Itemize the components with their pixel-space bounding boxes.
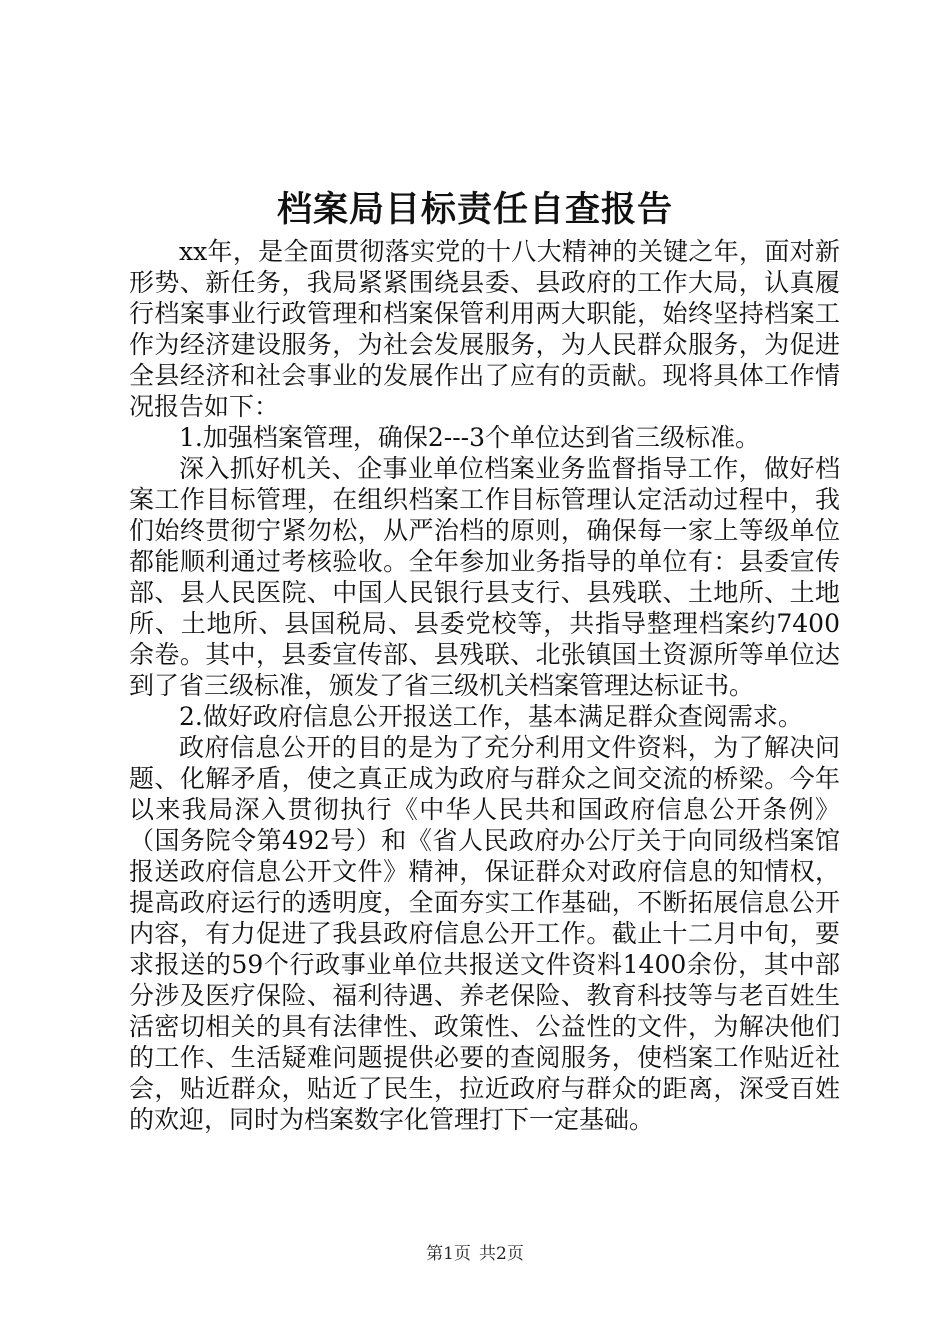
page-footer xyxy=(0,1242,950,1266)
paragraph-heading-1: 1.加强档案管理，确保2---3个单位达到省三级标准。 xyxy=(179,423,761,452)
document-body xyxy=(129,236,840,1135)
document-title: 档案局目标责任自查报告 xyxy=(276,189,673,230)
page-number: 第1页 xyxy=(426,1244,471,1264)
page-total: 共2页 xyxy=(479,1244,524,1264)
paragraph-heading-2: 2.做好政府信息公开报送工作，基本满足群众查阅需求。 xyxy=(179,702,803,731)
paragraph-intro: xx年，是全面贯彻落实党的十八大精神的关键之年，面对新形势、新任务，我局紧紧围绕县委、县政府的工作大局，认真履行档案事业行政管理和档案保管利用两大职能，始终坚持档案工作为经济建设服务，为社会发展服务，为人民群众服务，为促进全县经济和社会事业的发展作出了应有的贡献。现将具体工作情况报告如下： xyxy=(129,237,840,421)
paragraph-section-1: 深入抓好机关、企事业单位档案业务监督指导工作，做好档案工作目标管理，在组织档案工作目标管理认定活动过程中，我们始终贯彻宁紧勿松，从严治档的原则，确保每一家上等级单位都能顺利通过考核验收。全年参加业务指导的单位有：县委宣传部、县人民医院、中国人民银行县支行、县残联、土地所、土地所、土地所、县国税局、县委党校等，共指导整理档案约7400余卷。其中，县委宣传部、县残联、北张镇国土资源所等单位达到了省三级标准，颁发了省三级机关档案管理达标证书。 xyxy=(129,454,840,700)
paragraph-section-2: 政府信息公开的目的是为了充分利用文件资料，为了解决问题、化解矛盾，使之真正成为政府与群众之间交流的桥梁。今年以来我局深入贯彻执行《中华人民共和国政府信息公开条例》（国务院令第492号）和《省人民政府办公厅关于向同级档案馆报送政府信息公开文件》精神，保证群众对政府信息的知情权，提高政府运行的透明度，全面夯实工作基础，不断拓展信息公开内容，有力促进了我县政府信息公开工作。截止十二月中旬，要求报送的59个行政事业单位共报送文件资料1400余份，其中部分涉及医疗保险、福利待遇、养老保险、教育科技等与老百姓生活密切相关的具有法律性、政策性、公益性的文件，为解决他们的工作、生活疑难问题提供必要的查阅服务，使档案工作贴近社会，贴近群众，贴近了民生，拉近政府与群众的距离，深受百姓的欢迎，同时为档案数字化管理打下一定基础。 xyxy=(129,733,840,1134)
